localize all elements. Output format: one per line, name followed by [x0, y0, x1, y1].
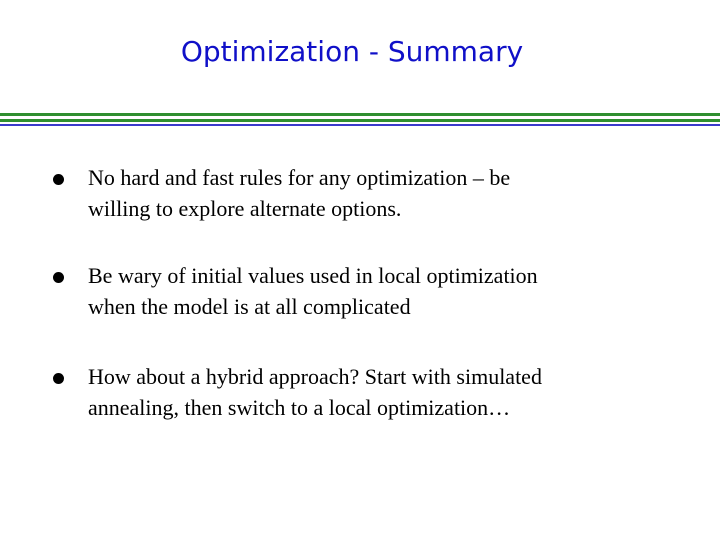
slide-title: Optimization - Summary: [180, 35, 524, 68]
bullet-line: No hard and fast rules for any optimization – be: [88, 165, 511, 190]
bullet-line: How about a hybrid approach? Start with simulated: [88, 364, 542, 389]
bullet-dot-icon: [53, 272, 64, 283]
bullet-line: willing to explore alternate options.: [88, 196, 402, 221]
bullet-text: [88, 361, 668, 423]
bullet-dot-icon: [53, 174, 64, 185]
bullet-dot-icon: [53, 373, 64, 384]
bullet-text: [88, 162, 668, 224]
bullet-line: annealing, then switch to a local optimization…: [88, 395, 511, 420]
bullet-line: when the model is at all complicated: [88, 294, 411, 319]
bullet-text: [88, 260, 668, 322]
bullet-line: Be wary of initial values used in local optimization: [88, 263, 538, 288]
